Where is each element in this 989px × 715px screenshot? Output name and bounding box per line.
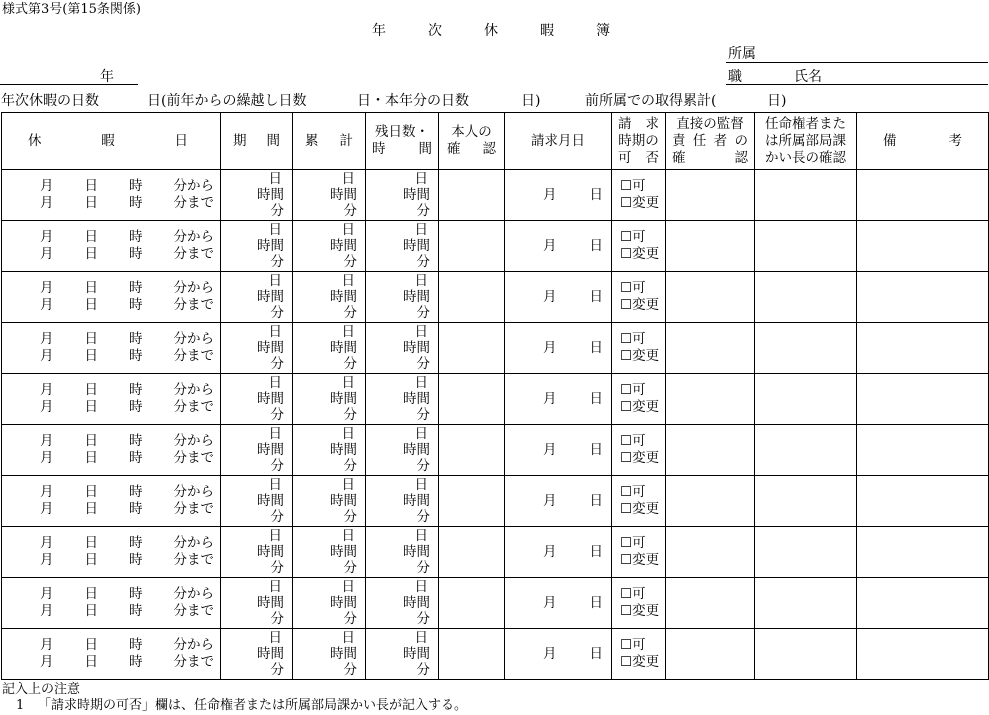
cumulative-cell[interactable]: 日 時間 分 — [293, 629, 366, 680]
request-timing-cell[interactable] — [612, 425, 666, 476]
col-period: 期 間 — [221, 113, 293, 170]
holiday-date-cell[interactable]: 月 日 時 分から 月 日 時 分まで — [2, 578, 221, 629]
ledger-row — [2, 170, 989, 221]
notes-item-text: 「請求時期の可否」欄は、任命権者または所属部局課かい長が記入する。 — [38, 698, 468, 713]
ledger-row — [2, 221, 989, 272]
affiliation-label: 所属 — [728, 46, 756, 62]
option-change-checkbox[interactable]: ☐変更 — [620, 297, 660, 313]
option-ok-checkbox[interactable]: ☐可 — [620, 331, 646, 347]
period-cell[interactable]: 日 時間 分 — [221, 527, 293, 578]
request-timing-cell[interactable] — [612, 578, 666, 629]
appointer-confirm-cell[interactable] — [755, 578, 857, 629]
year-label: 年 — [100, 69, 114, 85]
self-confirm-cell[interactable] — [439, 374, 505, 425]
self-confirm-cell[interactable] — [439, 578, 505, 629]
holiday-date-cell[interactable]: 月 日 時 分から 月 日 時 分まで — [2, 425, 221, 476]
notes-heading: 記入上の注意 — [2, 682, 81, 697]
cumulative-cell[interactable]: 日 時間 分 — [293, 221, 366, 272]
request-date-cell[interactable]: 月 日 — [505, 476, 612, 527]
self-confirm-cell[interactable] — [439, 425, 505, 476]
option-change-checkbox[interactable]: ☐変更 — [620, 654, 660, 670]
option-ok-checkbox[interactable]: ☐可 — [620, 280, 646, 296]
title-char: 簿 — [596, 23, 610, 39]
supervisor-confirm-cell[interactable] — [666, 578, 755, 629]
title-char: 休 — [484, 23, 498, 39]
option-change-checkbox[interactable]: ☐変更 — [620, 399, 660, 415]
option-ok-checkbox[interactable]: ☐可 — [620, 382, 646, 398]
supervisor-confirm-cell[interactable] — [666, 629, 755, 680]
request-date-cell[interactable]: 月 日 — [505, 170, 612, 221]
supervisor-confirm-cell[interactable] — [666, 221, 755, 272]
prev-close-label: 日) — [767, 93, 787, 109]
cumulative-cell[interactable]: 日 時間 分 — [293, 374, 366, 425]
request-timing-cell[interactable] — [612, 527, 666, 578]
appointer-confirm-cell[interactable] — [755, 374, 857, 425]
request-date-cell[interactable]: 月 日 — [505, 374, 612, 425]
remarks-cell[interactable] — [857, 272, 989, 323]
col-holiday-date: 休 暇 日 — [2, 113, 221, 170]
request-date-cell[interactable]: 月 日 — [505, 323, 612, 374]
appointer-confirm-cell[interactable] — [755, 527, 857, 578]
remarks-cell[interactable] — [857, 425, 989, 476]
title-char: 暇 — [540, 23, 554, 39]
option-ok-checkbox[interactable]: ☐可 — [620, 586, 646, 602]
option-ok-checkbox[interactable]: ☐可 — [620, 433, 646, 449]
notes-item — [16, 697, 467, 715]
period-cell[interactable]: 日 時間 分 — [221, 170, 293, 221]
period-cell[interactable]: 日 時間 分 — [221, 578, 293, 629]
form-number: 様式第3号(第15条関係) — [2, 2, 141, 17]
remarks-cell[interactable] — [857, 629, 989, 680]
cumulative-cell[interactable]: 日 時間 分 — [293, 272, 366, 323]
remaining-cell[interactable]: 日 時間 分 — [366, 323, 439, 374]
remaining-cell[interactable]: 日 時間 分 — [366, 272, 439, 323]
request-timing-cell[interactable] — [612, 221, 666, 272]
period-cell[interactable]: 日 時間 分 — [221, 221, 293, 272]
affiliation-line — [726, 62, 988, 63]
name-label: 氏名 — [794, 69, 822, 85]
option-change-checkbox[interactable]: ☐変更 — [620, 246, 660, 262]
col-self-confirm: 本人の 確 認 — [439, 113, 505, 170]
request-timing-cell[interactable] — [612, 323, 666, 374]
option-change-checkbox[interactable]: ☐変更 — [620, 501, 660, 517]
ledger-row — [2, 425, 989, 476]
appointer-confirm-cell[interactable] — [755, 170, 857, 221]
option-change-checkbox[interactable]: ☐変更 — [620, 450, 660, 466]
supervisor-confirm-cell[interactable] — [666, 425, 755, 476]
table-header-row — [2, 113, 989, 170]
page-title — [372, 22, 652, 40]
cumulative-cell[interactable]: 日 時間 分 — [293, 527, 366, 578]
self-confirm-cell[interactable] — [439, 221, 505, 272]
remarks-cell[interactable] — [857, 221, 989, 272]
close-day-label: 日) — [521, 93, 541, 109]
remarks-cell[interactable] — [857, 374, 989, 425]
remaining-cell[interactable]: 日 時間 分 — [366, 170, 439, 221]
title-char: 年 — [372, 23, 386, 39]
col-cumulative: 累 計 — [293, 113, 366, 170]
request-date-cell[interactable]: 月 日 — [505, 221, 612, 272]
period-cell[interactable]: 日 時間 分 — [221, 272, 293, 323]
supervisor-confirm-cell[interactable] — [666, 374, 755, 425]
notes-item-number: 1 — [16, 698, 25, 713]
request-timing-cell[interactable] — [612, 476, 666, 527]
remarks-cell[interactable] — [857, 578, 989, 629]
remaining-cell[interactable]: 日 時間 分 — [366, 374, 439, 425]
supervisor-confirm-cell[interactable] — [666, 170, 755, 221]
period-cell[interactable]: 日 時間 分 — [221, 425, 293, 476]
supervisor-confirm-cell[interactable] — [666, 527, 755, 578]
self-confirm-cell[interactable] — [439, 629, 505, 680]
request-date-cell[interactable]: 月 日 — [505, 527, 612, 578]
option-ok-checkbox[interactable]: ☐可 — [620, 637, 646, 653]
holiday-date-cell[interactable]: 月 日 時 分から 月 日 時 分まで — [2, 323, 221, 374]
remarks-cell[interactable] — [857, 476, 989, 527]
remaining-cell[interactable]: 日 時間 分 — [366, 221, 439, 272]
ledger-row — [2, 527, 989, 578]
holiday-date-cell[interactable]: 月 日 時 分から 月 日 時 分まで — [2, 170, 221, 221]
remarks-cell[interactable] — [857, 323, 989, 374]
ledger-row — [2, 374, 989, 425]
appointer-confirm-cell[interactable] — [755, 476, 857, 527]
ledger-row — [2, 272, 989, 323]
appointer-confirm-cell[interactable] — [755, 221, 857, 272]
ledger-row — [2, 323, 989, 374]
col-appointer-confirm: 任命権者また は所属部局課 かい長の確認 — [755, 113, 857, 170]
request-timing-cell[interactable] — [612, 629, 666, 680]
option-change-checkbox[interactable]: ☐変更 — [620, 348, 660, 364]
holiday-date-cell[interactable]: 月 日 時 分から 月 日 時 分まで — [2, 272, 221, 323]
prev-cumulative-label: 前所属での取得累計( — [585, 93, 717, 109]
remaining-cell[interactable]: 日 時間 分 — [366, 578, 439, 629]
cumulative-cell[interactable]: 日 時間 分 — [293, 425, 366, 476]
cumulative-cell[interactable]: 日 時間 分 — [293, 578, 366, 629]
option-change-checkbox[interactable]: ☐変更 — [620, 603, 660, 619]
holiday-date-cell[interactable]: 月 日 時 分から 月 日 時 分まで — [2, 221, 221, 272]
period-cell[interactable]: 日 時間 分 — [221, 323, 293, 374]
request-date-cell[interactable]: 月 日 — [505, 425, 612, 476]
name-line — [726, 84, 988, 85]
holiday-date-cell[interactable]: 月 日 時 分から 月 日 時 分まで — [2, 629, 221, 680]
col-remarks: 備 考 — [857, 113, 989, 170]
position-label: 職 — [728, 69, 742, 85]
annual-days-label: 年次休暇の日数 — [1, 93, 99, 109]
col-supervisor-confirm: 直接の監督 責 任 者 の 確 認 — [666, 113, 755, 170]
option-ok-checkbox[interactable]: ☐可 — [620, 178, 646, 194]
self-confirm-cell[interactable] — [439, 476, 505, 527]
ledger-row — [2, 476, 989, 527]
holiday-date-cell[interactable]: 月 日 時 分から 月 日 時 分まで — [2, 476, 221, 527]
request-date-cell[interactable]: 月 日 — [505, 578, 612, 629]
remarks-cell[interactable] — [857, 527, 989, 578]
option-change-checkbox[interactable]: ☐変更 — [620, 195, 660, 211]
holiday-date-cell[interactable]: 月 日 時 分から 月 日 時 分まで — [2, 527, 221, 578]
request-timing-cell[interactable] — [612, 272, 666, 323]
option-ok-checkbox[interactable]: ☐可 — [620, 535, 646, 551]
leave-ledger-table — [1, 112, 989, 680]
self-confirm-cell[interactable] — [439, 527, 505, 578]
col-request-timing: 請 求 時期の 可 否 — [612, 113, 666, 170]
remaining-cell[interactable]: 日 時間 分 — [366, 629, 439, 680]
year-line — [0, 84, 138, 85]
request-date-cell[interactable]: 月 日 — [505, 629, 612, 680]
cumulative-cell[interactable]: 日 時間 分 — [293, 323, 366, 374]
remaining-cell[interactable]: 日 時間 分 — [366, 425, 439, 476]
supervisor-confirm-cell[interactable] — [666, 476, 755, 527]
remaining-cell[interactable]: 日 時間 分 — [366, 476, 439, 527]
self-confirm-cell[interactable] — [439, 170, 505, 221]
option-ok-checkbox[interactable]: ☐可 — [620, 484, 646, 500]
ledger-row — [2, 578, 989, 629]
remarks-cell[interactable] — [857, 170, 989, 221]
appointer-confirm-cell[interactable] — [755, 272, 857, 323]
period-cell[interactable]: 日 時間 分 — [221, 476, 293, 527]
supervisor-confirm-cell[interactable] — [666, 323, 755, 374]
period-cell[interactable]: 日 時間 分 — [221, 629, 293, 680]
self-confirm-cell[interactable] — [439, 323, 505, 374]
current-year-label: 日・本年分の日数 — [357, 93, 469, 109]
period-cell[interactable]: 日 時間 分 — [221, 374, 293, 425]
request-timing-cell[interactable] — [612, 170, 666, 221]
supervisor-confirm-cell[interactable] — [666, 272, 755, 323]
cumulative-cell[interactable]: 日 時間 分 — [293, 476, 366, 527]
option-ok-checkbox[interactable]: ☐可 — [620, 229, 646, 245]
title-char: 次 — [428, 23, 442, 39]
ledger-row — [2, 629, 989, 680]
remaining-cell[interactable]: 日 時間 分 — [366, 527, 439, 578]
option-change-checkbox[interactable]: ☐変更 — [620, 552, 660, 568]
self-confirm-cell[interactable] — [439, 272, 505, 323]
appointer-confirm-cell[interactable] — [755, 629, 857, 680]
appointer-confirm-cell[interactable] — [755, 425, 857, 476]
col-remaining: 残日数・ 時 間 — [366, 113, 439, 170]
col-request-date: 請求月日 — [505, 113, 612, 170]
request-timing-cell[interactable] — [612, 374, 666, 425]
cumulative-cell[interactable]: 日 時間 分 — [293, 170, 366, 221]
request-date-cell[interactable]: 月 日 — [505, 272, 612, 323]
appointer-confirm-cell[interactable] — [755, 323, 857, 374]
carryover-label: 日(前年からの繰越し日数 — [147, 93, 307, 109]
holiday-date-cell[interactable]: 月 日 時 分から 月 日 時 分まで — [2, 374, 221, 425]
